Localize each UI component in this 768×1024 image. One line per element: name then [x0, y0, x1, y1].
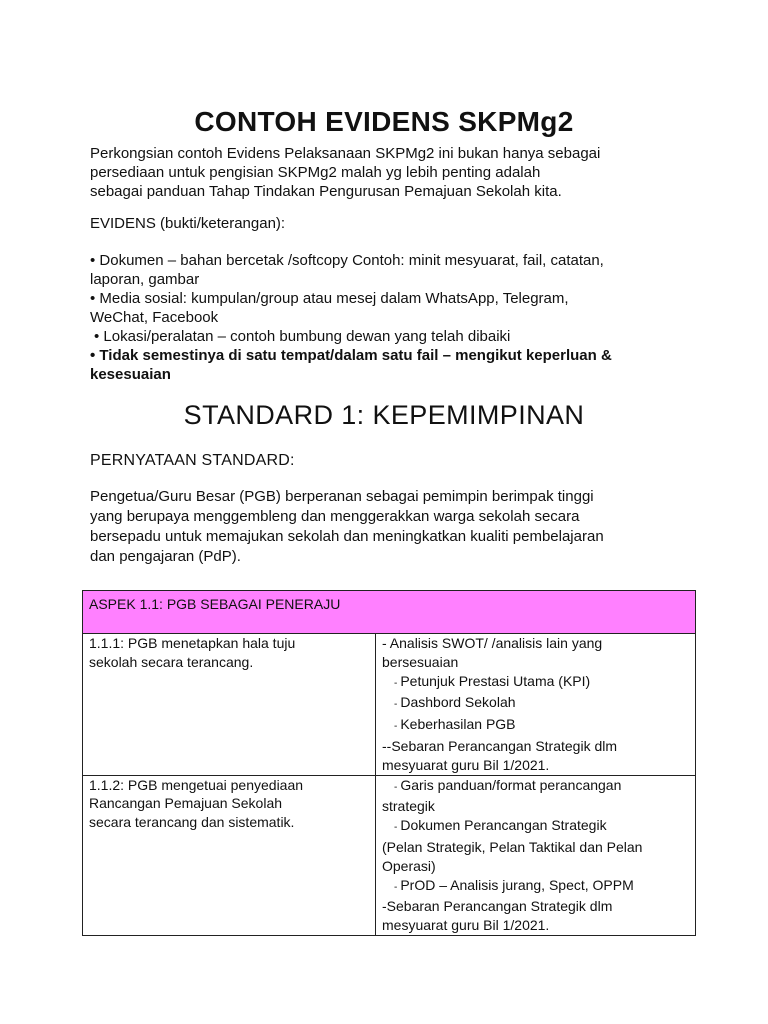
desc-line: bersepadu untuk memajukan sekolah dan meningkatkan kualiti pembelajaran — [90, 528, 604, 545]
bullet-line-bold: • Tidak semestinya di satu tempat/dalam satu fail – mengikut keperluan & — [90, 347, 612, 364]
evidens-label: EVIDENS (bukti/keterangan): — [90, 215, 286, 232]
bullet-line: • Lokasi/peralatan – contoh bumbung dewan yang telah dibaiki — [94, 328, 511, 345]
sub-item-text: Petunjuk Prestasi Utama (KPI) — [400, 672, 591, 689]
dash-glyph: - — [394, 781, 398, 793]
cell-line: 1.1.2: PGB mengetuai penyediaan — [89, 776, 304, 793]
document-title: CONTOH EVIDENS SKPMg2 — [194, 106, 574, 137]
cell-line: mesyuarat guru Bil 1/2021. — [382, 756, 550, 773]
bullet-line: • Dokumen – bahan bercetak /softcopy Contoh: minit mesyuarat, fail, catatan, — [90, 252, 604, 269]
desc-line: Pengetua/Guru Besar (PGB) berperanan sebagai pemimpin berimpak tinggi — [90, 488, 594, 505]
standard-description — [90, 487, 690, 567]
cell-line: - Analisis SWOT/ /analisis lain yang — [382, 635, 603, 651]
intro-paragraph — [90, 144, 690, 201]
dash-glyph: - — [394, 677, 398, 689]
cell-line: strategik — [382, 798, 435, 815]
sub-item-text: Dashbord Sekolah — [400, 694, 516, 711]
table-cell-criteria — [83, 775, 376, 935]
bullet-line: laporan, gambar — [90, 271, 200, 288]
table-cell-criteria — [83, 634, 376, 776]
sub-item — [382, 816, 689, 838]
table-row — [83, 775, 696, 935]
cell-line: sekolah secara terancang. — [89, 653, 254, 670]
sub-item — [382, 876, 689, 898]
cell-line: mesyuarat guru Bil 1/2021. — [382, 917, 550, 934]
intro-line: persediaan untuk pengisian SKPMg2 malah yg lebih penting adalah — [90, 164, 541, 181]
sub-item-text: Keberhasilan PGB — [400, 716, 516, 733]
cell-line: bersesuaian — [382, 653, 459, 670]
table-cell-evidence — [376, 634, 696, 776]
cell-line: (Pelan Strategik, Pelan Taktikal dan Pelan — [382, 838, 643, 855]
aspek-table — [82, 590, 696, 936]
dash-glyph: - — [394, 699, 398, 711]
sub-item — [382, 715, 689, 737]
cell-line: 1.1.1: PGB menetapkan hala tuju — [89, 635, 296, 651]
cell-line: secara terancang dan sistematik. — [89, 814, 295, 831]
cell-line: --Sebaran Perancangan Strategik dlm — [382, 737, 618, 754]
bullet-line: • Media sosial: kumpulan/group atau mesej dalam WhatsApp, Telegram, — [90, 290, 569, 307]
sub-item — [382, 693, 689, 715]
intro-line: sebagai panduan Tahap Tindakan Pengurusan Pemajuan Sekolah kita. — [90, 183, 562, 200]
pernyataan-label: PERNYATAAN STANDARD: — [90, 452, 295, 469]
intro-line: Perkongsian contoh Evidens Pelaksanaan SKPMg2 ini bukan hanya sebagai — [90, 145, 601, 162]
dash-glyph: - — [394, 721, 398, 733]
standard-heading: STANDARD 1: KEPEMIMPINAN — [183, 400, 585, 430]
sub-item — [382, 776, 689, 798]
sub-item-text: PrOD – Analisis jurang, Spect, OPPM — [400, 876, 634, 893]
evidens-bullet-list — [90, 251, 690, 384]
sub-item — [382, 672, 689, 694]
cell-line: Rancangan Pemajuan Sekolah — [89, 795, 283, 812]
sub-item-text: Garis panduan/format perancangan — [400, 776, 622, 793]
sub-item-text: Dokumen Perancangan Strategik — [400, 817, 607, 834]
table-row — [83, 634, 696, 776]
dash-glyph: - — [394, 822, 398, 834]
cell-line: -Sebaran Perancangan Strategik dlm — [382, 898, 613, 915]
aspek-header: ASPEK 1.1: PGB SEBAGAI PENERAJU — [83, 591, 696, 634]
desc-line: dan pengajaran (PdP). — [90, 548, 241, 565]
cell-line: Operasi) — [382, 857, 436, 874]
dash-glyph: - — [394, 881, 398, 893]
desc-line: yang berupaya menggembleng dan menggerakkan warga sekolah secara — [90, 508, 580, 525]
bullet-line-bold: kesesuaian — [90, 366, 171, 383]
bullet-line: WeChat, Facebook — [90, 309, 219, 326]
table-cell-evidence — [376, 775, 696, 935]
